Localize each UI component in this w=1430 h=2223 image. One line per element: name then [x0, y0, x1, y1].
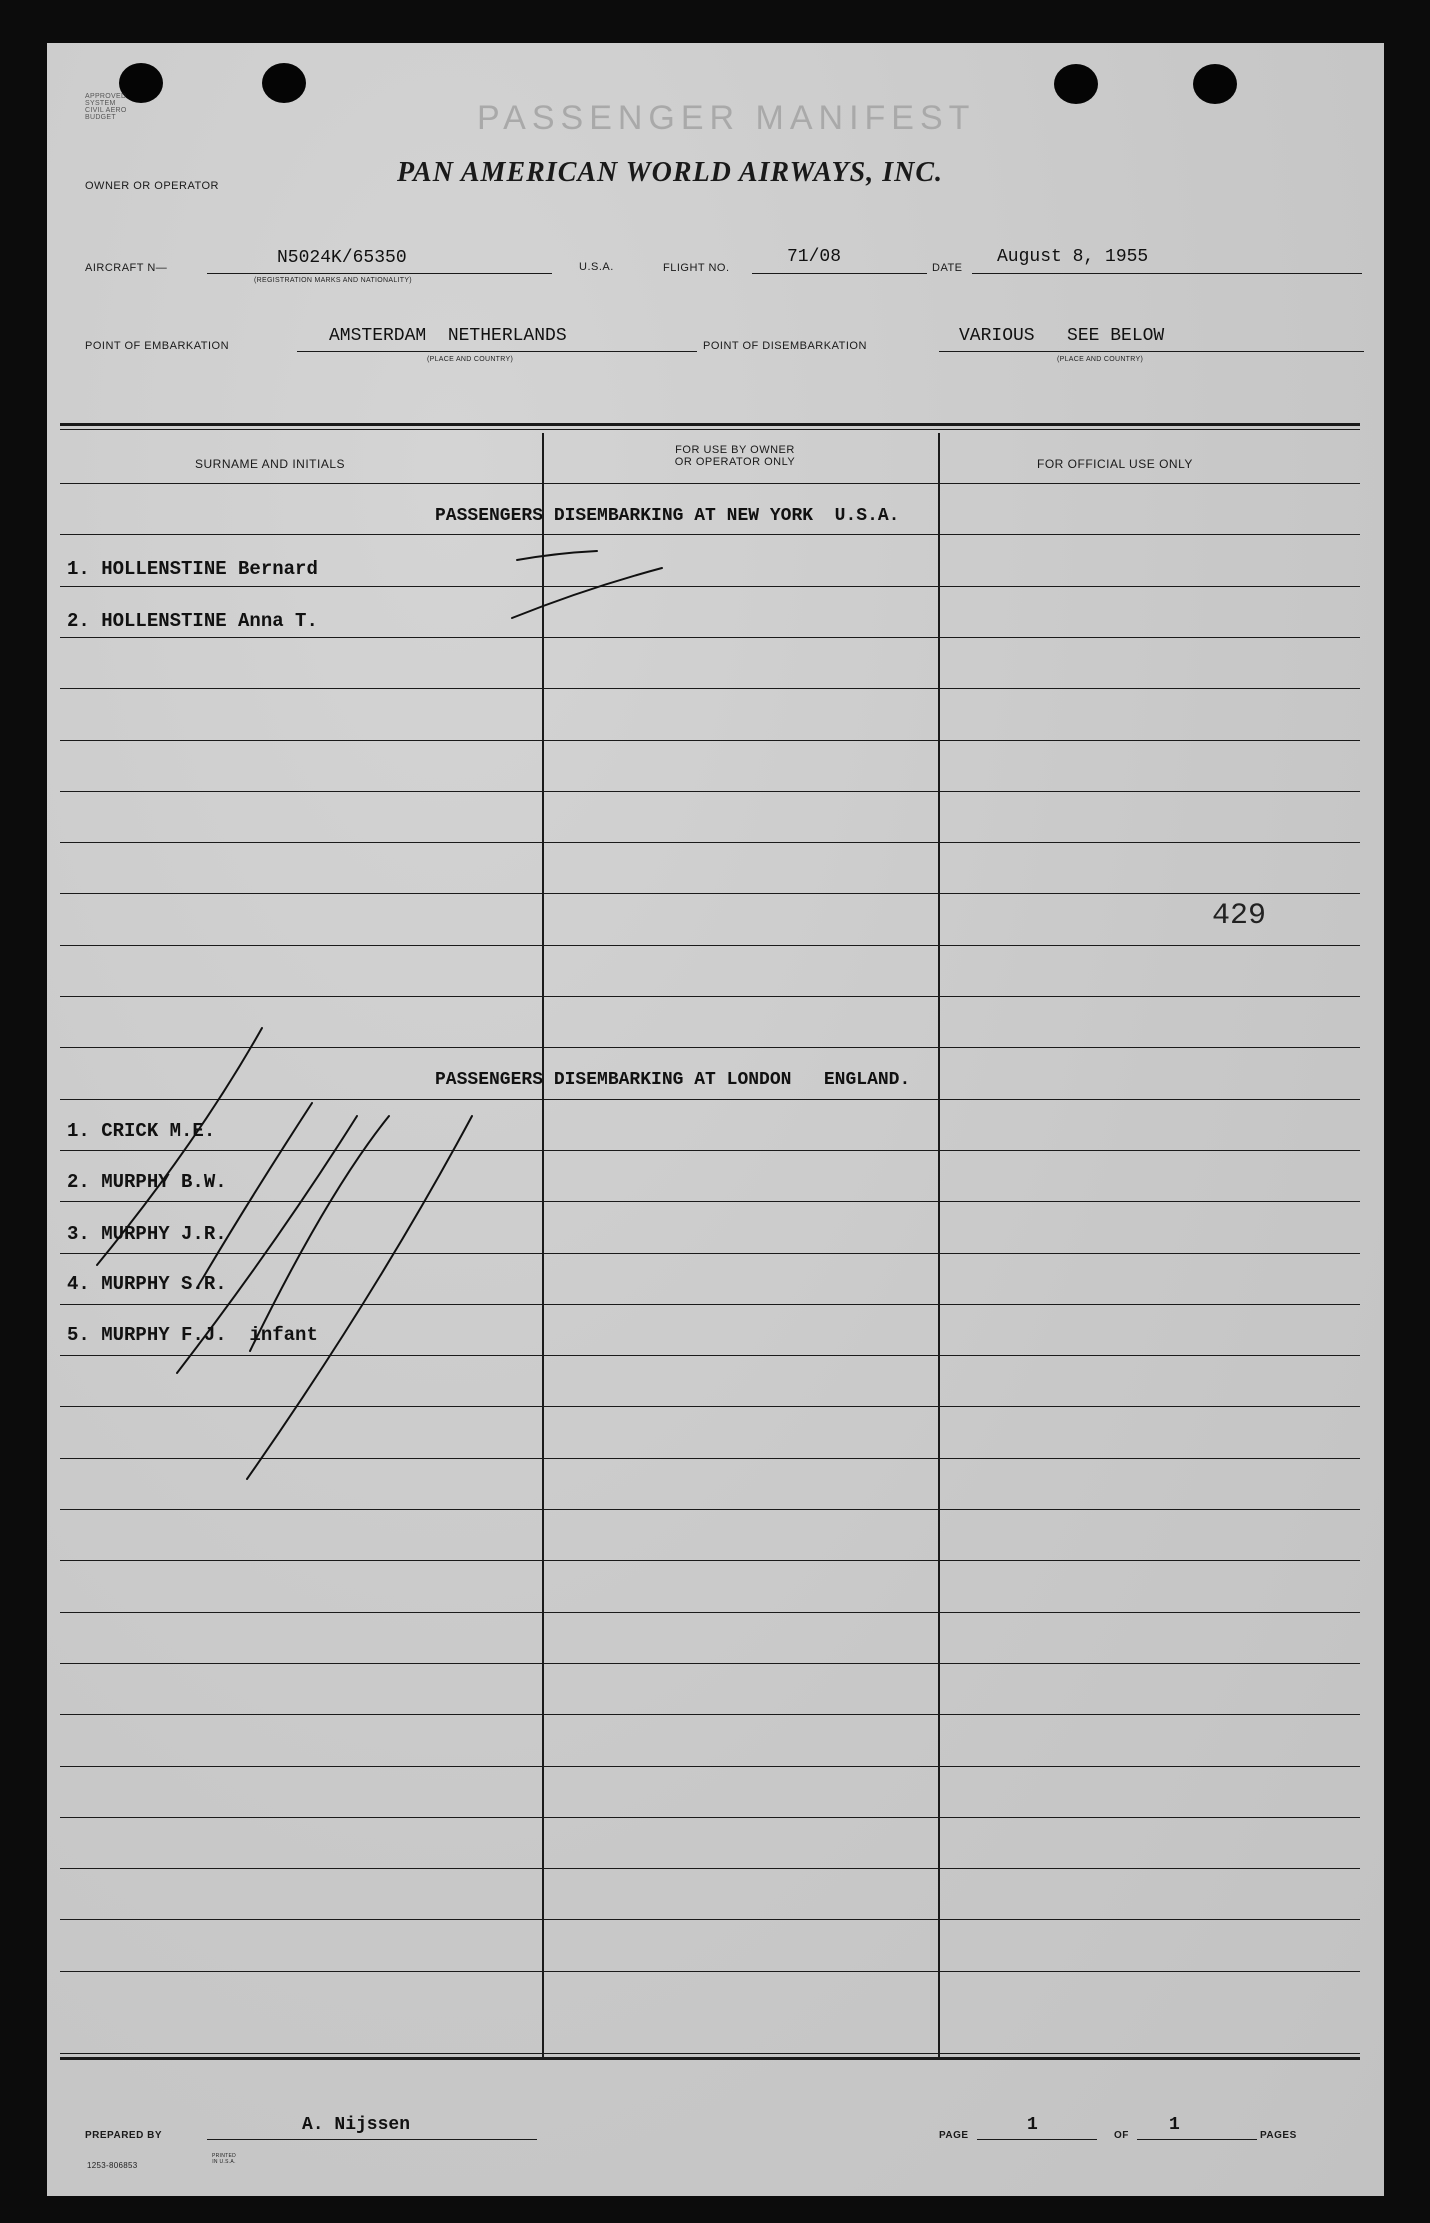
nationality: U.S.A. [579, 261, 614, 273]
form-approval: APPROVED SYSTEM CIVIL AERO BUDGET [85, 93, 127, 121]
aircraft-sublabel: (REGISTRATION MARKS AND NATIONALITY) [254, 277, 412, 284]
page-label: PAGE [939, 2130, 969, 2141]
date-label: DATE [932, 262, 963, 274]
passenger-row: 2. HOLLENSTINE Anna T. [67, 610, 318, 632]
pages-label: PAGES [1260, 2130, 1297, 2141]
col-official-header: FOR OFFICIAL USE ONLY [1037, 457, 1193, 471]
col-names-header: SURNAME AND INITIALS [195, 457, 346, 471]
date-value: August 8, 1955 [997, 247, 1149, 267]
embark-label: POINT OF EMBARKATION [85, 340, 230, 352]
handwritten-number: 429 [1212, 899, 1267, 933]
flight-label: FLIGHT NO. [663, 262, 730, 274]
aircraft-label: AIRCRAFT N— [85, 262, 168, 274]
passenger-row: 3. MURPHY J.R. [67, 1223, 227, 1245]
prepared-label: PREPARED BY [85, 2130, 162, 2141]
owner-value: PAN AMERICAN WORLD AIRWAYS, INC. [397, 157, 944, 188]
embark-value: AMSTERDAM NETHERLANDS [329, 326, 567, 346]
col-operator-header-2: OR OPERATOR ONLY [674, 456, 796, 468]
pen-strike-marks [47, 43, 1384, 2196]
group-heading-new-york: PASSENGERS DISEMBARKING AT NEW YORK U.S.A. [435, 506, 900, 526]
page-value: 1 [1027, 2115, 1038, 2135]
form-title: PASSENGER MANIFEST [477, 99, 976, 137]
owner-label: OWNER OR OPERATOR [85, 180, 219, 192]
printed-in: PRINTED IN U.S.A. [211, 2153, 237, 2165]
group-heading-london: PASSENGERS DISEMBARKING AT LONDON ENGLAND. [435, 1070, 911, 1090]
disembark-label: POINT OF DISEMBARKATION [703, 340, 867, 352]
of-label: OF [1114, 2130, 1129, 2141]
prepared-value: A. Nijssen [302, 2115, 411, 2135]
aircraft-value: N5024K/65350 [277, 248, 407, 268]
disembark-sublabel: (PLACE AND COUNTRY) [1057, 356, 1144, 363]
passenger-row: 4. MURPHY S.R. [67, 1273, 227, 1295]
col-operator-header-1: FOR USE BY OWNER [675, 444, 795, 456]
passenger-row: 1. HOLLENSTINE Bernard [67, 558, 318, 580]
passenger-row: 5. MURPHY F.J. infant [67, 1324, 318, 1346]
embark-sublabel: (PLACE AND COUNTRY) [427, 356, 514, 363]
passenger-row: 1. CRICK M.E. [67, 1120, 216, 1142]
flight-value: 71/08 [787, 247, 842, 267]
of-value: 1 [1169, 2115, 1180, 2135]
manifest-sheet [47, 43, 1384, 2196]
disembark-value: VARIOUS SEE BELOW [959, 326, 1165, 346]
passenger-row: 2. MURPHY B.W. [67, 1171, 227, 1193]
form-code: 1253-806853 [87, 2161, 138, 2170]
